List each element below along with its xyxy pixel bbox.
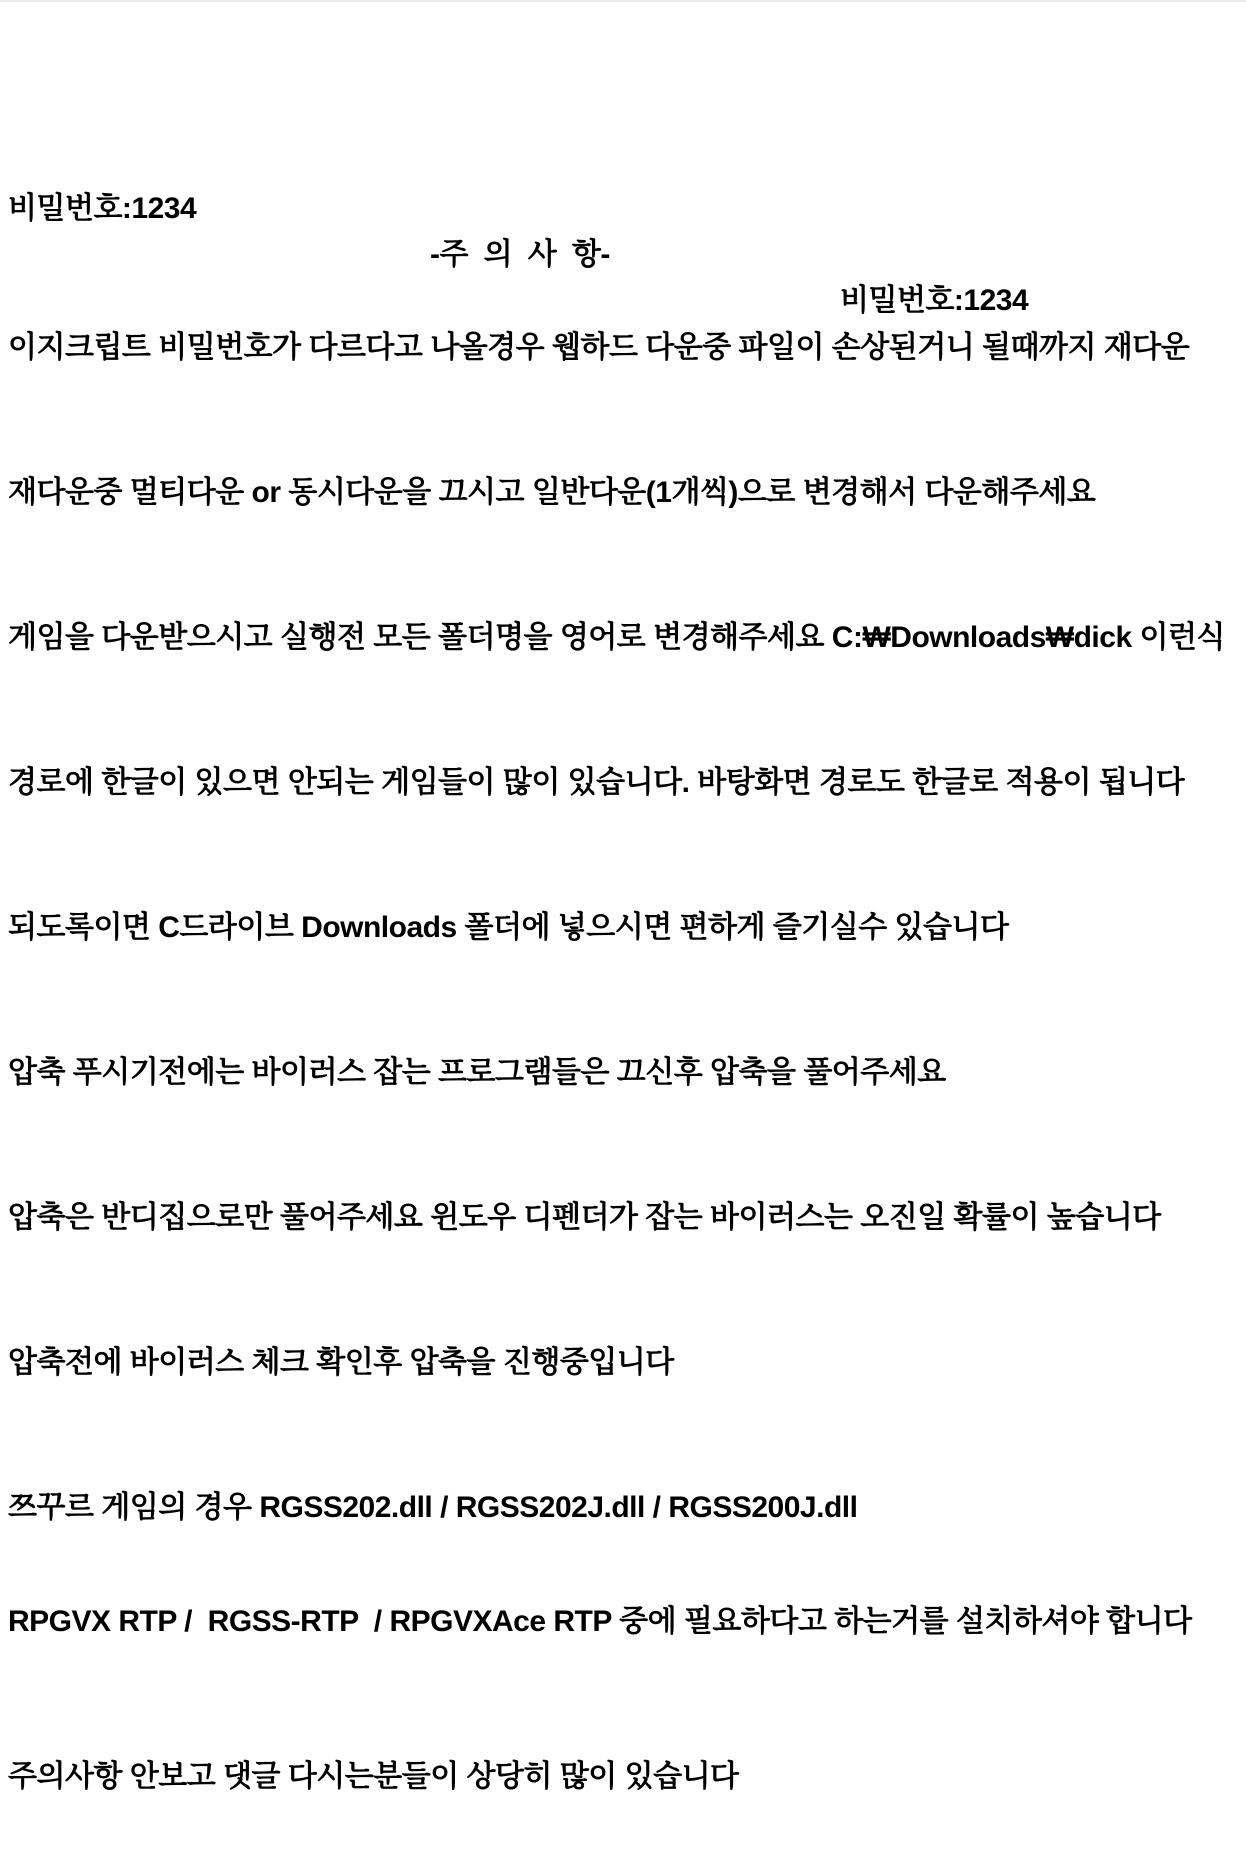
notice-line-multidown: 재다운중 멀티다운 or 동시다운을 끄시고 일반다운(1개씩)으로 변경해서 다운해주세요 bbox=[8, 476, 1096, 509]
header-row bbox=[8, 140, 1246, 317]
notice-line-korean-path: 경로에 한글이 있으면 안되는 게임들이 많이 있습니다. 바탕화면 경로도 한글로 적용이 됩니다 bbox=[8, 766, 1185, 799]
notice-line-redownload: 이지크립트 비밀번호가 다르다고 나올경우 웹하드 다운중 파일이 손상된거니 될때까지 재다운 bbox=[8, 331, 1190, 364]
password-label-left: 비밀번호:1234 bbox=[8, 192, 197, 225]
notice-line-foldername: 게임을 다운받으시고 실행전 모든 폴더명을 영어로 변경해주세요 C:₩Downloads₩dick 이런식 bbox=[8, 621, 1225, 654]
notice-line-virus-check: 압축전에 바이러스 체크 확인후 압축을 진행중입니다 bbox=[8, 1346, 674, 1379]
notice-line-rtp-install: RPGVX RTP / RGSS-RTP / RPGVXAce RTP 중에 필요하다고 하는거를 설치하셔야 합니다 bbox=[8, 1605, 1192, 1638]
password-label-right: 비밀번호:1234 bbox=[840, 284, 1029, 317]
notice-line-cdrive: 되도록이면 C드라이브 Downloads 폴더에 넣으시면 편하게 즐기실수 있습니다 bbox=[8, 911, 1009, 944]
notice-line-rgss-dll: 쯔꾸르 게임의 경우 RGSS202.dll / RGSS202J.dll / RGSS200J.dll bbox=[8, 1491, 858, 1524]
page-title: -주 의 사 항- bbox=[430, 238, 610, 271]
notice-line-warning: 주의사항 안보고 댓글 다시는분들이 상당히 많이 있습니다 bbox=[8, 1760, 739, 1793]
notice-line-antivirus-off: 압축 푸시기전에는 바이러스 잡는 프로그램들은 끄신후 압축을 풀어주세요 bbox=[8, 1056, 946, 1089]
top-border bbox=[0, 0, 1246, 2]
notice-line-bandizip: 압축은 반디집으로만 풀어주세요 윈도우 디펜더가 잡는 바이러스는 오진일 확률이 높습니다 bbox=[8, 1201, 1161, 1234]
